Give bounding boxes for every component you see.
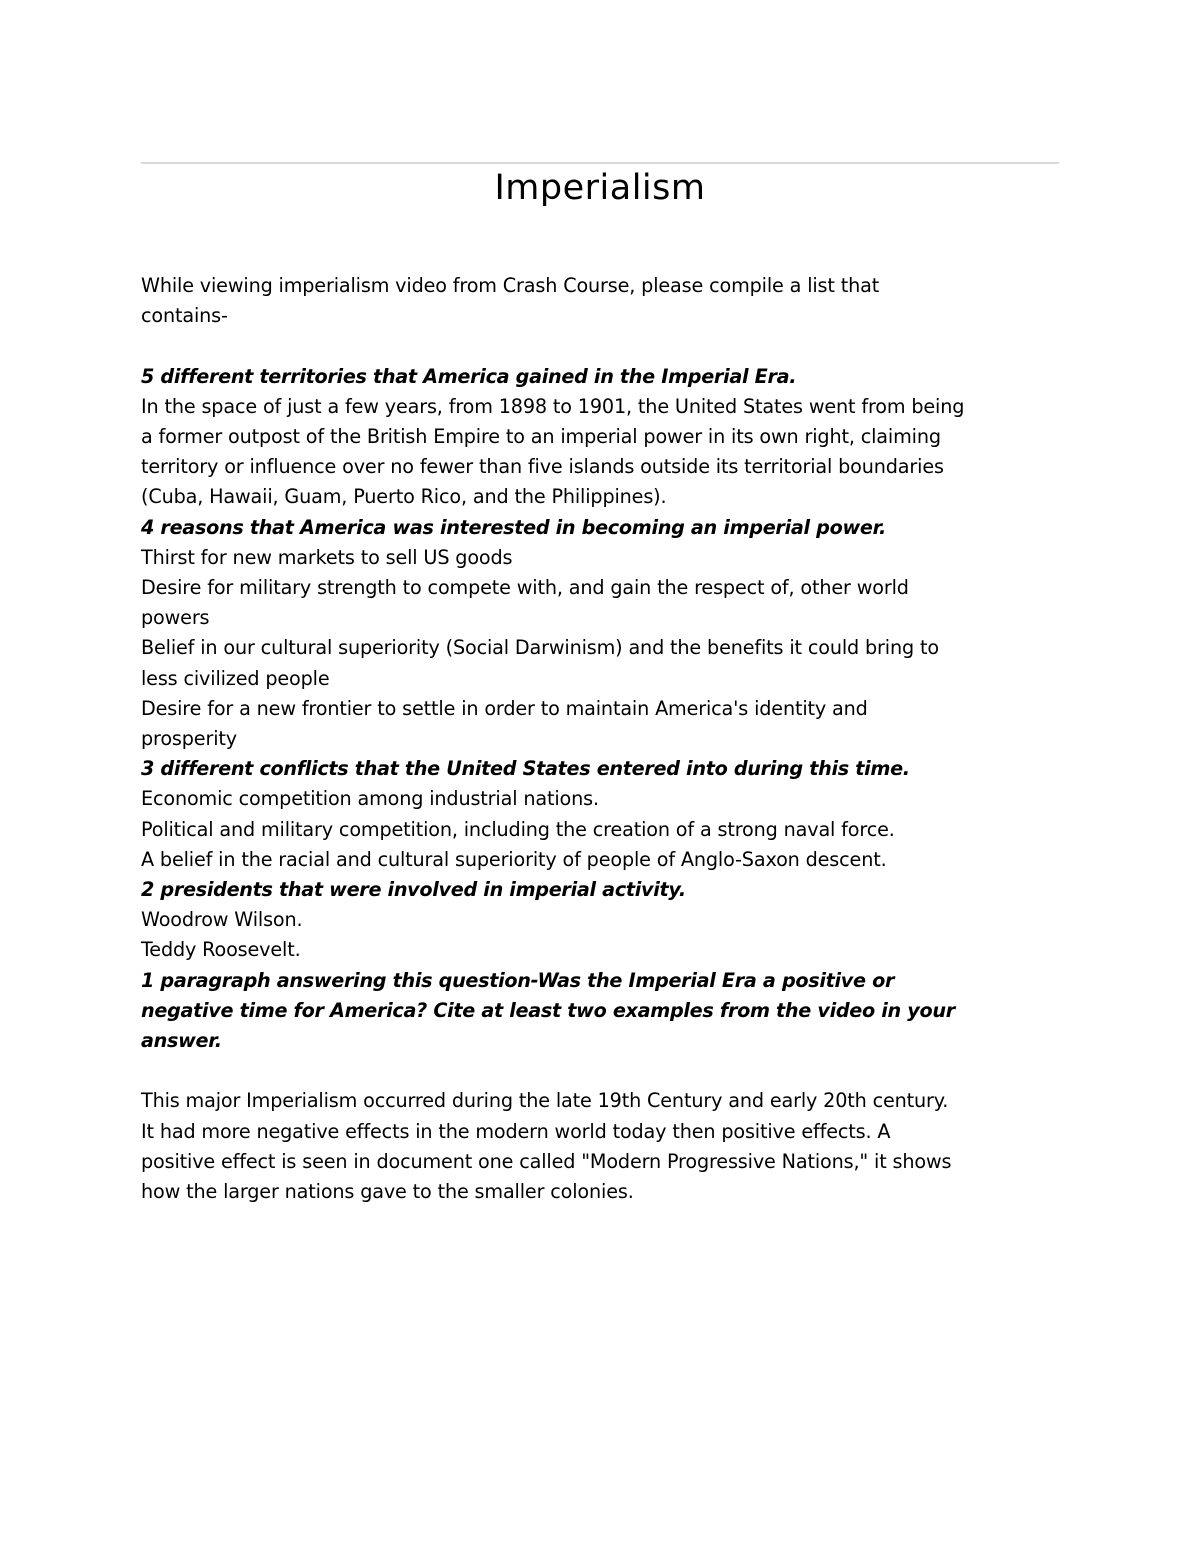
final-question-line: answer.	[141, 1029, 222, 1053]
section-heading-territories: 5 different territories that America gained in the Imperial Era.	[141, 364, 797, 388]
answer-line: positive effect is seen in document one called "Modern Progressive Nations," it shows	[141, 1149, 952, 1173]
spacer	[141, 331, 1061, 361]
section-line: Economic competition among industrial nations.	[141, 787, 599, 811]
section-line: Thirst for new markets to sell US goods	[141, 545, 513, 569]
answer-line: how the larger nations gave to the smaller colonies.	[141, 1180, 634, 1204]
intro-line: contains-	[141, 304, 228, 328]
section-heading-conflicts: 3 different conflicts that the United States entered into during this time.	[141, 757, 910, 781]
section-line: (Cuba, Hawaii, Guam, Puerto Rico, and the Philippines).	[141, 485, 667, 509]
section-line: Desire for a new frontier to settle in order to maintain America's identity and	[141, 696, 868, 720]
document-title: Imperialism	[494, 168, 706, 208]
final-question-line: 1 paragraph answering this question-Was the Imperial Era a positive or	[141, 968, 895, 992]
top-divider	[141, 162, 1059, 164]
section-line: In the space of just a few years, from 1898 to 1901, the United States went from being	[141, 394, 965, 418]
section-line: prosperity	[141, 727, 237, 751]
section-line: powers	[141, 606, 210, 630]
section-line: territory or influence over no fewer than five islands outside its territorial boundaries	[141, 455, 944, 479]
section-line: Desire for military strength to compete with, and gain the respect of, other world	[141, 576, 909, 600]
section-line: Woodrow Wilson.	[141, 908, 303, 932]
final-question-line: negative time for America? Cite at least two examples from the video in your	[141, 998, 955, 1022]
document-body	[141, 271, 1061, 1207]
section-line: Teddy Roosevelt.	[141, 938, 301, 962]
section-line: less civilized people	[141, 666, 330, 690]
section-line: A belief in the racial and cultural superiority of people of Anglo-Saxon descent.	[141, 847, 887, 871]
answer-line: It had more negative effects in the modern world today then positive effects. A	[141, 1119, 891, 1143]
spacer	[141, 1056, 1061, 1086]
section-line: a former outpost of the British Empire to an imperial power in its own right, claiming	[141, 425, 941, 448]
section-heading-presidents: 2 presidents that were involved in imperial activity.	[141, 878, 686, 902]
section-line: Belief in our cultural superiority (Social Darwinism) and the benefits it could bring to	[141, 636, 939, 660]
section-heading-reasons: 4 reasons that America was interested in becoming an imperial power.	[141, 515, 887, 539]
intro-line: While viewing imperialism video from Crash Course, please compile a list that	[141, 274, 880, 297]
answer-line: This major Imperialism occurred during the late 19th Century and early 20th century.	[141, 1089, 949, 1113]
section-line: Political and military competition, including the creation of a strong naval force.	[141, 817, 895, 841]
